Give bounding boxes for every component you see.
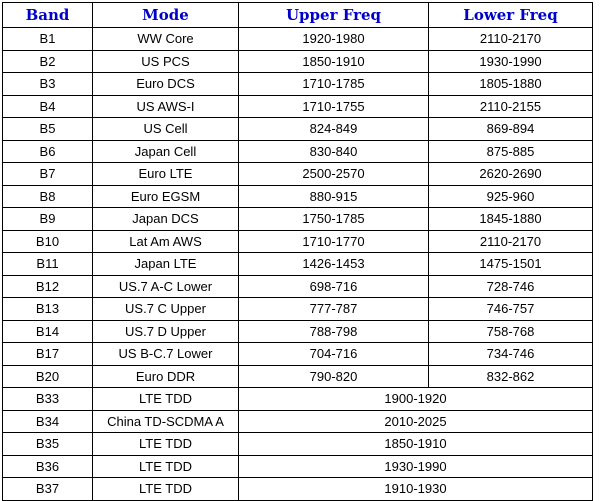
lower-freq-cell: 746-757 — [429, 298, 593, 321]
upper-freq-cell: 2500-2570 — [239, 163, 429, 186]
band-cell: B33 — [3, 388, 93, 411]
lower-freq-cell: 875-885 — [429, 140, 593, 163]
table-row-tdd — [3, 433, 593, 456]
band-cell: B37 — [3, 478, 93, 501]
upper-freq-cell: 1750-1785 — [239, 208, 429, 231]
mode-cell: US.7 A-C Lower — [93, 275, 239, 298]
mode-cell: US AWS-I — [93, 95, 239, 118]
upper-freq-cell: 698-716 — [239, 275, 429, 298]
lower-freq-cell: 758-768 — [429, 320, 593, 343]
lower-freq-cell: 1805-1880 — [429, 73, 593, 96]
mode-cell: US Cell — [93, 118, 239, 141]
lower-freq-cell: 728-746 — [429, 275, 593, 298]
mode-cell: Euro EGSM — [93, 185, 239, 208]
table-row — [3, 253, 593, 276]
band-cell: B5 — [3, 118, 93, 141]
lower-freq-cell: 869-894 — [429, 118, 593, 141]
header-upper-freq: Upper Freq — [239, 3, 429, 28]
lower-freq-cell: 1930-1990 — [429, 50, 593, 73]
table-row-tdd — [3, 410, 593, 433]
upper-freq-cell: 1920-1980 — [239, 28, 429, 51]
band-cell: B36 — [3, 455, 93, 478]
upper-freq-cell: 1850-1910 — [239, 50, 429, 73]
table-row — [3, 140, 593, 163]
table-row — [3, 343, 593, 366]
mode-cell: LTE TDD — [93, 388, 239, 411]
upper-freq-cell: 788-798 — [239, 320, 429, 343]
tdd-freq-range-cell: 1850-1910 — [239, 433, 593, 456]
mode-cell: Japan LTE — [93, 253, 239, 276]
upper-freq-cell: 824-849 — [239, 118, 429, 141]
upper-freq-cell: 704-716 — [239, 343, 429, 366]
header-mode: Mode — [93, 3, 239, 28]
mode-cell: LTE TDD — [93, 433, 239, 456]
table-row — [3, 118, 593, 141]
lower-freq-cell: 925-960 — [429, 185, 593, 208]
lower-freq-cell: 832-862 — [429, 365, 593, 388]
lower-freq-cell: 734-746 — [429, 343, 593, 366]
upper-freq-cell: 1710-1755 — [239, 95, 429, 118]
mode-cell: LTE TDD — [93, 455, 239, 478]
table-row-tdd — [3, 455, 593, 478]
table-row-tdd — [3, 478, 593, 501]
table-row — [3, 185, 593, 208]
band-cell: B35 — [3, 433, 93, 456]
lower-freq-cell: 2110-2170 — [429, 230, 593, 253]
table-row — [3, 50, 593, 73]
mode-cell: US PCS — [93, 50, 239, 73]
header-band: Band — [3, 3, 93, 28]
band-cell: B17 — [3, 343, 93, 366]
band-cell: B2 — [3, 50, 93, 73]
header-lower-freq: Lower Freq — [429, 3, 593, 28]
upper-freq-cell: 790-820 — [239, 365, 429, 388]
mode-cell: China TD-SCDMA A — [93, 410, 239, 433]
lower-freq-cell: 2110-2155 — [429, 95, 593, 118]
table-row — [3, 73, 593, 96]
mode-cell: Euro DCS — [93, 73, 239, 96]
band-cell: B8 — [3, 185, 93, 208]
tdd-freq-range-cell: 1930-1990 — [239, 455, 593, 478]
band-cell: B34 — [3, 410, 93, 433]
mode-cell: LTE TDD — [93, 478, 239, 501]
table-body — [3, 28, 593, 501]
upper-freq-cell: 1426-1453 — [239, 253, 429, 276]
table-row — [3, 320, 593, 343]
mode-cell: Japan Cell — [93, 140, 239, 163]
mode-cell: US.7 D Upper — [93, 320, 239, 343]
mode-cell: WW Core — [93, 28, 239, 51]
mode-cell: US B-C.7 Lower — [93, 343, 239, 366]
table-row — [3, 298, 593, 321]
band-cell: B4 — [3, 95, 93, 118]
table-row-tdd — [3, 388, 593, 411]
upper-freq-cell: 777-787 — [239, 298, 429, 321]
lower-freq-cell: 2620-2690 — [429, 163, 593, 186]
band-cell: B12 — [3, 275, 93, 298]
table-row — [3, 95, 593, 118]
lower-freq-cell: 2110-2170 — [429, 28, 593, 51]
band-cell: B14 — [3, 320, 93, 343]
mode-cell: Euro DDR — [93, 365, 239, 388]
table-row — [3, 28, 593, 51]
band-cell: B9 — [3, 208, 93, 231]
tdd-freq-range-cell: 1910-1930 — [239, 478, 593, 501]
mode-cell: US.7 C Upper — [93, 298, 239, 321]
tdd-freq-range-cell: 1900-1920 — [239, 388, 593, 411]
band-cell: B7 — [3, 163, 93, 186]
lower-freq-cell: 1845-1880 — [429, 208, 593, 231]
upper-freq-cell: 1710-1770 — [239, 230, 429, 253]
lower-freq-cell: 1475-1501 — [429, 253, 593, 276]
header-row — [3, 3, 593, 28]
table-row — [3, 163, 593, 186]
band-cell: B1 — [3, 28, 93, 51]
mode-cell: Japan DCS — [93, 208, 239, 231]
frequency-band-table — [2, 2, 593, 501]
upper-freq-cell: 830-840 — [239, 140, 429, 163]
table-row — [3, 208, 593, 231]
table-row — [3, 230, 593, 253]
band-cell: B11 — [3, 253, 93, 276]
tdd-freq-range-cell: 2010-2025 — [239, 410, 593, 433]
mode-cell: Euro LTE — [93, 163, 239, 186]
band-cell: B13 — [3, 298, 93, 321]
band-cell: B20 — [3, 365, 93, 388]
upper-freq-cell: 880-915 — [239, 185, 429, 208]
mode-cell: Lat Am AWS — [93, 230, 239, 253]
band-cell: B6 — [3, 140, 93, 163]
band-cell: B10 — [3, 230, 93, 253]
table-row — [3, 275, 593, 298]
upper-freq-cell: 1710-1785 — [239, 73, 429, 96]
table-row — [3, 365, 593, 388]
band-cell: B3 — [3, 73, 93, 96]
